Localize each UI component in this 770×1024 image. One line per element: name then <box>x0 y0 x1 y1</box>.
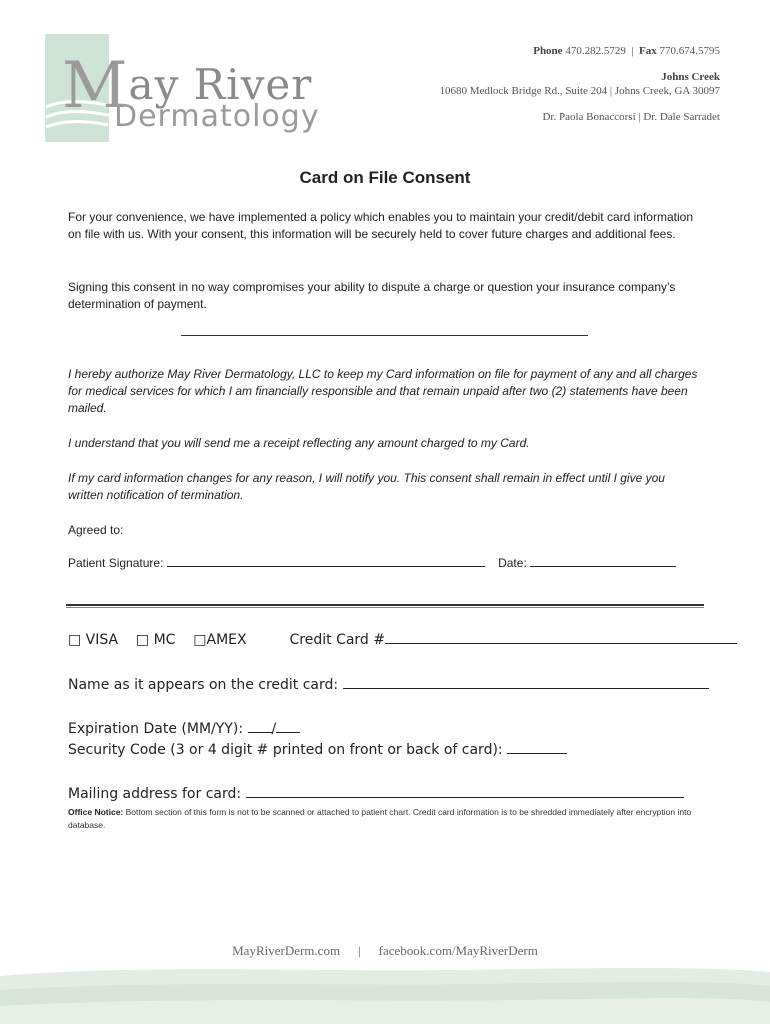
mailing-address-label: Mailing address for card: <box>68 786 242 802</box>
office-notice <box>68 806 708 832</box>
card-name-row <box>68 677 709 693</box>
date-label: Date: <box>498 556 527 570</box>
signature-row <box>68 556 676 570</box>
thick-separator <box>66 604 704 606</box>
expiration-row <box>68 721 300 737</box>
date-field[interactable] <box>530 556 676 567</box>
security-code-field[interactable] <box>507 743 567 754</box>
office-notice-label: Office Notice: <box>68 807 124 817</box>
expiration-separator: / <box>271 721 277 737</box>
agreed-label: Agreed to: <box>68 523 124 537</box>
expiration-month-field[interactable] <box>248 722 272 733</box>
security-code-row <box>68 742 567 758</box>
mc-checkbox[interactable]: □ MC <box>135 632 176 648</box>
footer-links <box>0 943 770 959</box>
mailing-address-row <box>68 786 684 802</box>
convenience-paragraph: For your convenience, we have implemented a policy which enables you to maintain your credit/debit card information on file with us. With your consent, this information will be securely held to cover future charges and additional fees. <box>68 210 693 241</box>
thin-separator <box>66 607 704 608</box>
doctor-names: Dr. Paola Bonaccorsi | Dr. Dale Sarradet <box>542 111 720 123</box>
credit-card-number-field[interactable] <box>385 633 737 644</box>
street-address: 10680 Medlock Bridge Rd., Suite 204 | Johns Creek, GA 30097 <box>439 85 720 97</box>
office-notice-text: Bottom section of this form is not to be scanned or attached to patient chart. Credit card information is to be shredded immediately after encryption into database. <box>68 807 692 830</box>
patient-signature-label: Patient Signature: <box>68 556 164 570</box>
visa-checkbox[interactable]: □ VISA <box>68 632 119 648</box>
practice-logo <box>44 33 320 145</box>
page-title: Card on File Consent <box>299 168 471 187</box>
card-name-field[interactable] <box>343 678 709 689</box>
logo-subtitle: Dermatology <box>114 99 320 134</box>
logo-name: May River <box>62 49 313 123</box>
expiration-label: Expiration Date (MM/YY): <box>68 721 244 737</box>
contact-block <box>439 44 720 124</box>
mailing-address-field[interactable] <box>246 787 684 798</box>
facebook-link[interactable]: facebook.com/MayRiverDerm <box>378 943 538 958</box>
security-code-label: Security Code (3 or 4 digit # printed on front or back of card): <box>68 742 503 758</box>
patient-signature-field[interactable] <box>167 556 485 567</box>
card-name-label: Name as it appears on the credit card: <box>68 677 339 693</box>
dispute-paragraph: Signing this consent in no way compromises your ability to dispute a charge or question your insurance company’s determination of payment. <box>68 280 676 311</box>
notification-paragraph: If my card information changes for any reason, I will notify you. This consent shall remain in effect until I give you written notification of termination. <box>68 471 665 502</box>
receipt-paragraph: I understand that you will send me a receipt reflecting any amount charged to my Card. <box>68 436 530 450</box>
location-name: Johns Creek <box>661 71 720 83</box>
website-link[interactable]: MayRiverDerm.com <box>232 943 341 958</box>
footer-wave-graphic <box>0 962 770 1024</box>
phone-fax-line: Phone 470.282.5729 | Fax 770.674.5795 <box>533 45 720 57</box>
footer-separator: | <box>358 943 361 958</box>
amex-checkbox[interactable]: □AMEX <box>193 632 247 648</box>
credit-card-number-label: Credit Card # <box>289 632 385 648</box>
expiration-year-field[interactable] <box>276 722 300 733</box>
card-type-row <box>68 632 737 648</box>
authorization-paragraph: I hereby authorize May River Dermatology, LLC to keep my Card information on file for payment of any and all charges for medical services for which I am financially responsible and that remain unpaid after two (2) statements have been mailed. <box>68 367 698 415</box>
section-divider-line <box>181 335 588 336</box>
